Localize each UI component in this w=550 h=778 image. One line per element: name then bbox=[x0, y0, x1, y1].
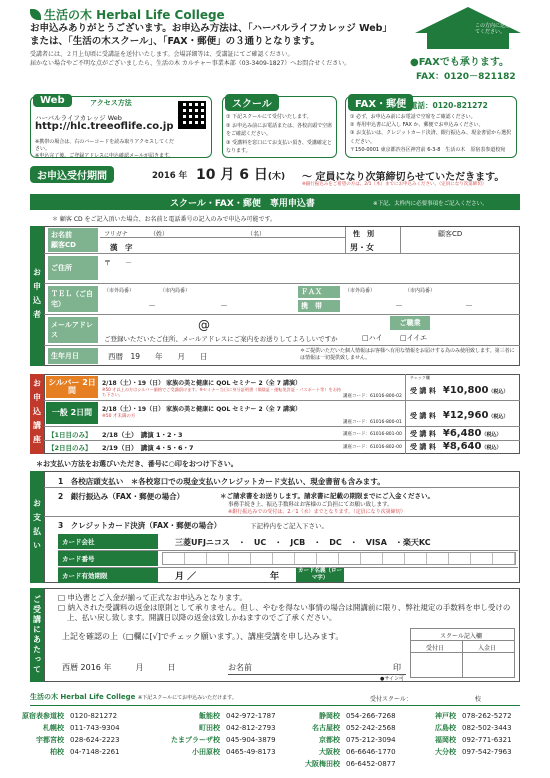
fax-tel: 電話：0120-821272 bbox=[410, 101, 488, 110]
school-contact: 小田原校 0465-49-8173 bbox=[192, 748, 276, 756]
school-use-title: スクール記入欄 bbox=[440, 633, 482, 640]
fax-local-code: （市内局番） bbox=[405, 288, 436, 294]
web-notes: ※携帯の場合は、右のバーコードを読み取りアクセスしてください。 ※申込完了後、ご登録アドレスに申込確認メールが届きます。 bbox=[35, 139, 175, 159]
form-title: スクール・FAX・郵便 専用申込書 bbox=[170, 199, 315, 209]
web-site-name: ハーバルライフカレッジ Web bbox=[35, 114, 122, 122]
house-note: この方向に送信してください。 bbox=[475, 23, 516, 35]
tel-dash-1: － bbox=[148, 301, 156, 310]
school-contact: 大分校 097-542-7963 bbox=[435, 748, 512, 756]
deadline-label: お申込受付期間 bbox=[30, 166, 114, 183]
customer-cd-label: 顧客CD bbox=[438, 230, 463, 238]
fax-ok-text: ●FAXでも承ります。 bbox=[410, 57, 510, 68]
school-contact: 札幌校 011-743-9304 bbox=[43, 724, 120, 732]
payment-side-label: お支払い bbox=[30, 471, 44, 583]
course-3-title: 2/18（土） 講演 1・2・3 bbox=[102, 431, 183, 439]
fax-dash-1: － bbox=[395, 301, 403, 310]
school-contact: 宇都宮校 028-624-2223 bbox=[36, 736, 120, 744]
payment-option-2-note-3: ※銀行振込みでの受付は、2／1（水）までとなります。（定員になり次第締切） bbox=[228, 509, 406, 515]
deadline-note: ※銀行振込みをご希望の方は、2/1（木）までにお申込みください。（定員になり次第締切） bbox=[302, 182, 487, 187]
footer-logo: 生活の木 Herbal Life College bbox=[30, 693, 136, 701]
course-2-price[interactable]: 受 講 料 ¥12,960（税込） bbox=[410, 410, 509, 421]
note-line-2: 届かない場合やご不明な点がございましたら、生活の木 カルチャー事業本部（03-3409-1827）へお問合せください。 bbox=[30, 60, 351, 67]
privacy-note: ＊ご提供いただいた個人情報はお客様へ有用な情報をお届けする為のみ使用致します。第三者には情報は一切提供致しません。 bbox=[300, 348, 515, 361]
agreement-checkbox-1[interactable]: □ 申込書とご入金が揃って正式なお申込みとなります。 bbox=[58, 593, 247, 602]
card-holder-label: カード名義（ローマ字） bbox=[297, 568, 342, 581]
leaf-icon bbox=[30, 9, 41, 20]
school-contact: 原宿表参道校 0120-821272 bbox=[22, 712, 118, 720]
fax-area-code: （市外局番） bbox=[345, 288, 376, 294]
course-1-price[interactable]: 受 講 料 ¥10,800（税込） bbox=[410, 385, 509, 396]
school-heading: スクール bbox=[225, 94, 279, 111]
card-number-field[interactable] bbox=[162, 552, 516, 565]
gender-options[interactable]: 男・女 bbox=[350, 243, 374, 252]
tel-dash-2: － bbox=[220, 301, 228, 310]
deadline-text: 〜 定員になり次第締切らせていただきます。 bbox=[302, 172, 505, 183]
customer-cd-note: ＊ 顧客 CD をご記入頂いた場合、お名前と電話番号の記入のみで申込み可能です。 bbox=[52, 216, 277, 223]
web-heading: Web bbox=[33, 94, 72, 107]
course-tag-4: 【2日目のみ】 bbox=[48, 444, 92, 452]
mobile-label: 携 帯 bbox=[298, 300, 340, 312]
course-2-code: 講座コード：61016-800-01 bbox=[343, 420, 402, 425]
sign-note: ●サイン可 bbox=[380, 676, 405, 682]
dm-yes-checkbox[interactable]: □ハイ bbox=[362, 334, 383, 342]
course-3-price[interactable]: 受 講 料 ¥6,480（税込） bbox=[410, 428, 502, 439]
payment-option-2[interactable]: 2 銀行振込み（FAX・郵便の場合） bbox=[58, 492, 185, 501]
school-contact: 神戸校 078-262-5272 bbox=[435, 712, 512, 720]
qr-code-icon bbox=[178, 101, 206, 129]
fax-steps: ① 必ず、お申込み前にお電話で空席をご確認ください。 ② 専用申込書に記入し FAX か、郵便でお申込みください。 ③ お支払いは、クレジットカード決済、銀行振込み、現金書留から選択ください。 〒150-0001 東京都渋谷区神宮前 6-3-8 生活の木 原宿表参道校宛 bbox=[350, 114, 512, 153]
dm-question: ご登録いただいたご住所、メールアドレスにご案内をお送りしてよろしいですか bbox=[104, 335, 338, 343]
name-label: お名前 顧客CD bbox=[48, 228, 98, 252]
payment-instruction: ＊お支払い方法をお選びいただき、番号に○印をおつけ下さい。 bbox=[36, 460, 238, 468]
web-url-link[interactable]: http://hlc.treeoflife.co.jp bbox=[35, 121, 174, 132]
email-at-sign[interactable]: @ bbox=[198, 318, 210, 332]
brand-logo: 生活の木 Herbal Life College bbox=[30, 6, 225, 23]
fax-label: ＦＡＸ bbox=[298, 286, 340, 298]
form-subtitle: ※下記、太枠内に必要事項をご記入ください。 bbox=[373, 201, 488, 207]
deadline-year: 2016 年 bbox=[152, 171, 188, 181]
applicant-side-label: お申込者 bbox=[30, 226, 44, 366]
occupation-label: ご職業 bbox=[390, 316, 430, 330]
seal-label: 印 bbox=[393, 663, 401, 672]
birth-label: 生年月日 bbox=[48, 348, 98, 364]
received-date-label: 受付日 bbox=[426, 645, 445, 652]
card-number-label: カード番号 bbox=[58, 551, 158, 566]
card-company-label: カード会社 bbox=[58, 534, 158, 549]
payment-option-2-note-2: 事務手続き上、振込手数料はお客様のご負担にてお願い致します。 bbox=[228, 502, 393, 508]
furigana-label: フリガナ bbox=[104, 231, 128, 238]
receiving-school: 受付スクール： 校 bbox=[370, 696, 481, 703]
tel-label: ＴＥＬ（ご自宅） bbox=[48, 286, 98, 312]
school-contact: 名古屋校 052-242-2568 bbox=[312, 724, 396, 732]
gender-label: 性 別 bbox=[353, 230, 374, 238]
school-contact: 静岡校 054-266-7268 bbox=[319, 712, 396, 720]
fax-number: FAX：0120－821182 bbox=[416, 72, 516, 82]
school-contact: たまプラーザ校 045-904-3879 bbox=[171, 736, 276, 744]
payment-option-2-note-1: ＊ご請求書をお送りします。請求書に記載の期限までにご入金ください。 bbox=[220, 492, 434, 500]
payment-option-3-note: 下記枠内をご記入下さい。 bbox=[250, 522, 328, 530]
deposit-date-label: 入金日 bbox=[478, 645, 497, 652]
intro-line-1: お申込みありがとうございます。お申込み方法は、「ハーバルライフカレッジ Web」 bbox=[30, 23, 392, 34]
email-label: メールアドレス bbox=[48, 317, 98, 343]
intro-text bbox=[30, 22, 400, 48]
check-column-label: チェック欄 bbox=[410, 375, 430, 380]
course-1-code: 講座コード：61016-800-02 bbox=[343, 394, 402, 399]
course-2-title: 2/18（土）・19（日） 家族の美と健康に QOL セミナー 2（全 7 講演） bbox=[102, 406, 301, 413]
payment-option-3[interactable]: 3 クレジットカード決済（FAX・郵便の場合） bbox=[58, 521, 222, 530]
school-contact: 飯能校 042-972-1787 bbox=[199, 712, 276, 720]
dm-no-checkbox[interactable]: □イイエ bbox=[400, 334, 427, 342]
school-contact: 大阪梅田校 06-6452-0877 bbox=[305, 760, 396, 768]
course-side-label: お申込講座 bbox=[30, 374, 44, 454]
course-3-code: 講座コード：61016-801-00 bbox=[343, 432, 402, 437]
course-4-title: 2/19（日） 講演 4・5・6・7 bbox=[102, 444, 194, 452]
school-contact: 大阪校 06-6646-1770 bbox=[319, 748, 396, 756]
course-1-note: ※50 才以上の方はシルバー価格でご受講頂けます。※セミナー当日に身分証明書（保険証・運転免許証・パスポート等）をお持ち下さい。 bbox=[102, 387, 342, 397]
fax-heading: FAX・郵便 bbox=[348, 94, 413, 111]
sei-label: （姓） bbox=[150, 231, 169, 238]
school-contact: 町田校 042-812-2793 bbox=[199, 724, 276, 732]
mei-label: （名） bbox=[247, 231, 266, 238]
course-tag-2: 一般 2日間 bbox=[46, 402, 98, 424]
course-tag-1: シルバー 2日間 bbox=[46, 376, 98, 398]
intro-line-2: または、「生活の木スクール」、「FAX・郵便」の３通りとなります。 bbox=[30, 36, 320, 47]
birth-field[interactable]: 西暦 19 年 月 日 bbox=[108, 352, 208, 361]
school-contact: 柏校 04-7148-2261 bbox=[50, 748, 120, 756]
agreement-checkbox-2[interactable]: □ 納入された受講料の返金は原則として承りません。但し、やむを得ない事情の場合は開講前に限り、弊社規定の手数料を申し受けの上、払い戻し致します。開講日以降の返金は致しかねますのでご了承ください。 bbox=[58, 603, 511, 622]
intro-notes bbox=[30, 50, 410, 68]
expiry-year[interactable]: 年 bbox=[270, 572, 280, 582]
payment-option-1[interactable]: 1 各校店頭支払い ＊各校窓口での現金支払いクレジットカード支払い、現金書留も含みます。 bbox=[58, 477, 385, 486]
agreement-side-label: ご受講にあたって bbox=[30, 588, 44, 682]
school-steps: ① 下記スクールにて受付いたします。 ② お申込み前にお電話または、各校店頭で空席をご確認ください。 ③ 受講料を窓口にてお支払い頂き、受講確定となります。 bbox=[226, 114, 333, 154]
note-line-1: 受講者には、２月上旬頃に受講証を送付いたします。会場詳細等は、受講証にてご確認ください。 bbox=[30, 51, 294, 58]
course-2-note: ※50 才未満の方 bbox=[102, 414, 136, 419]
expiry-month[interactable]: 月 ／ bbox=[175, 572, 197, 582]
fax-dash-2: － bbox=[465, 301, 473, 310]
course-4-price[interactable]: 受 講 料 ¥8,640（税込） bbox=[410, 441, 502, 452]
agreement-name-label: お名前 bbox=[228, 663, 252, 672]
school-contact: 京都校 075-212-3094 bbox=[319, 736, 396, 744]
footer-note: ※下記スクールにてお申込みいただけます。 bbox=[138, 695, 237, 701]
kanji-label: 漢 字 bbox=[110, 243, 133, 252]
fax-direction-house bbox=[413, 5, 523, 51]
school-contact: 広島校 082-502-3443 bbox=[435, 724, 512, 732]
tel-area-code: （市外局番） bbox=[104, 288, 135, 294]
card-brand-options[interactable]: 三菱UFJニコス ・ UC ・ JCB ・ DC ・ VISA ・楽天KC bbox=[175, 538, 431, 547]
web-access-label: アクセス方法 bbox=[90, 99, 132, 107]
postal-field[interactable]: 〒 － bbox=[104, 259, 132, 267]
course-1-title: 2/18（土）・19（日） 家族の美と健康に QOL セミナー 2（全 7 講演） bbox=[102, 380, 301, 387]
course-4-code: 講座コード：61016-802-00 bbox=[343, 445, 402, 450]
agreement-date[interactable]: 西暦 2016 年 月 日 bbox=[62, 663, 176, 672]
school-contact: 福岡校 092-771-6321 bbox=[435, 736, 512, 744]
address-label: ご住所 bbox=[48, 256, 98, 280]
footer-divider bbox=[30, 705, 520, 706]
tel-local-code: （市内局番） bbox=[160, 288, 191, 294]
agreement-confirm: 上記を確認の上（□欄に[√]でチェック願います。）、講座受講を申し込みます。 bbox=[62, 632, 344, 641]
deadline-date: 10 月 6 日(木) bbox=[196, 167, 286, 183]
course-tag-3: 【1日目のみ】 bbox=[48, 431, 92, 439]
card-expiry-label: カード有効期限 bbox=[58, 568, 158, 583]
